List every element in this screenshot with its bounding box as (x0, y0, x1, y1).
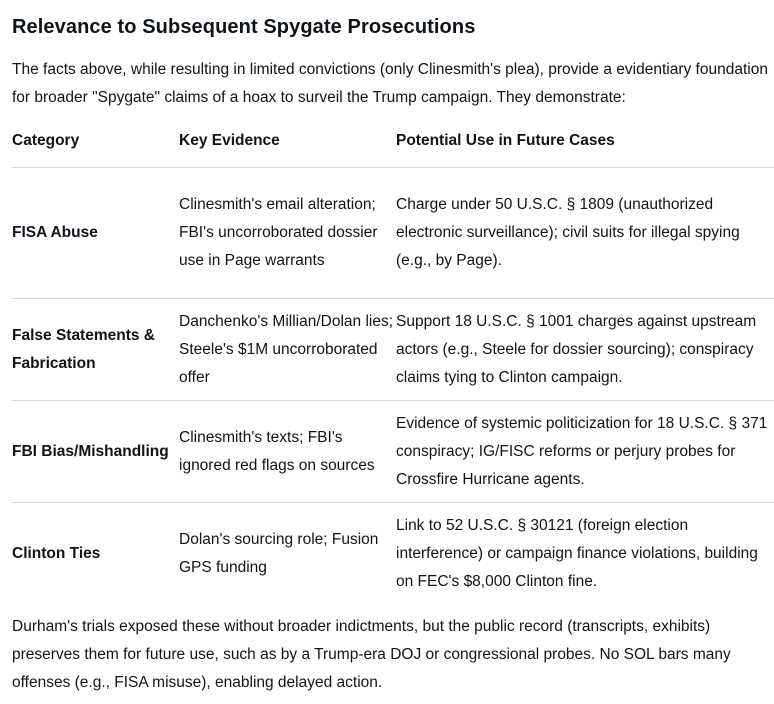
table-row (12, 168, 774, 299)
cell-potential-use: Charge under 50 U.S.C. § 1809 (unauthorized electronic surveillance); civil suits for illegal spying (e.g., by Page). (396, 168, 774, 299)
cell-potential-use: Evidence of systemic politicization for 18 U.S.C. § 371 conspiracy; IG/FISC reforms or perjury probes for Crossfire Hurricane agents. (396, 401, 774, 503)
column-header-potential-use: Potential Use in Future Cases (396, 118, 774, 168)
section-heading: Relevance to Subsequent Spygate Prosecutions (12, 16, 476, 38)
cell-key-evidence: Danchenko's Millian/Dolan lies; Steele's $1M uncorroborated offer (179, 299, 396, 401)
cell-key-evidence: Clinesmith's email alteration; FBI's uncorroborated dossier use in Page warrants (179, 168, 396, 299)
cell-category: FBI Bias/Mishandling (12, 401, 179, 503)
outro-paragraph: Durham's trials exposed these without broader indictments, but the public record (transcripts, exhibits) preserves them for future use, such as by a Trump-era DOJ or congressional probes. No SOL bars many offenses (e.g., FISA misuse), enabling delayed action. (12, 617, 731, 691)
cell-category: Clinton Ties (12, 544, 101, 562)
column-header-key-evidence: Key Evidence (179, 118, 396, 168)
table-row (12, 401, 774, 503)
intro-paragraph: The facts above, while resulting in limited convictions (only Clinesmith's plea), provide a evidentiary foundation for broader "Spygate" claims of a hoax to surveil the Trump campaign. They demonstrate: (12, 61, 768, 106)
cell-key-evidence: Clinesmith's texts; FBI's ignored red flags on sources (179, 401, 396, 503)
column-header-category: Category (12, 118, 179, 168)
cell-potential-use: Support 18 U.S.C. § 1001 charges against upstream actors (e.g., Steele for dossier sourcing); conspiracy claims tying to Clinton campaign. (396, 299, 774, 401)
cell-potential-use: Link to 52 U.S.C. § 30121 (foreign election interference) or campaign finance violations, building on FEC's $8,000 Clinton fine. (396, 516, 758, 590)
table-header-row (12, 118, 774, 168)
cell-category: False Statements & Fabrication (12, 299, 179, 401)
table-row (12, 503, 774, 605)
evidence-table (12, 118, 774, 605)
cell-key-evidence: Dolan's sourcing role; Fusion GPS funding (179, 530, 379, 576)
cell-category: FISA Abuse (12, 168, 179, 299)
table-row (12, 299, 774, 401)
